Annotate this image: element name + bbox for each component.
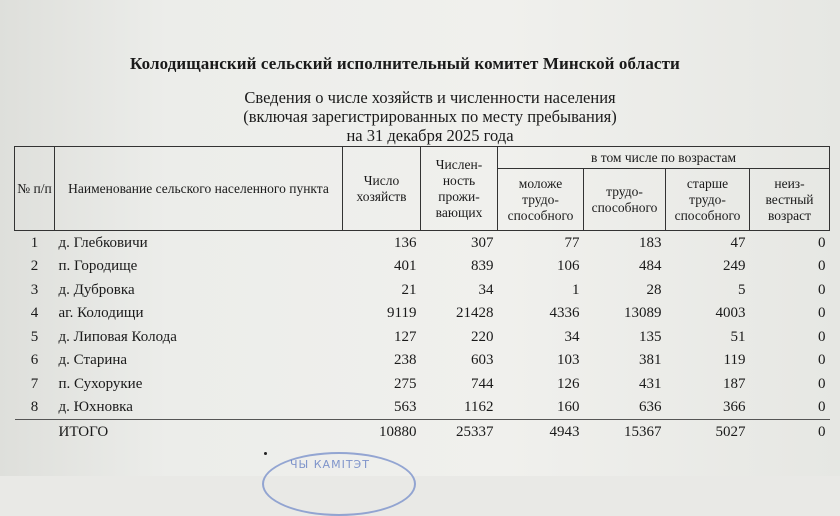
population-cell: 21428 [456,305,494,322]
table-row [15,255,830,279]
table-row [15,372,830,396]
unknown-cell: 0 [818,234,826,251]
report-subtitle: (включая зарегистрированных по месту пребывания) [243,107,617,126]
unknown-cell: 0 [818,258,826,275]
population-cell: 744 [471,375,494,392]
report-title: Сведения о числе хозяйств и численности населения [244,88,616,107]
row-number: 3 [30,281,39,298]
organization-title: Колодищанский сельский исполнительный комитет Минской области [130,54,680,73]
header-households: Число хозяйств [343,147,421,231]
settlement-name: п. Городище [58,258,138,275]
table-row [15,325,830,349]
total-label: ИТОГО [55,420,343,444]
older-cell: 51 [730,328,746,345]
households-cell: 127 [394,328,417,345]
total-population: 25337 [421,420,498,444]
unknown-cell: 0 [818,281,826,298]
households-cell: 9119 [387,305,417,322]
row-number: 2 [30,258,39,275]
header-unknown: неиз-вестный возраст [750,169,830,231]
working-cell: 135 [639,328,662,345]
households-cell: 238 [394,352,417,369]
younger-cell: 106 [557,258,580,275]
younger-cell: 1 [572,281,580,298]
households-cell: 275 [394,375,417,392]
younger-cell: 4336 [549,305,580,322]
table-row [15,396,830,420]
stamp-text: ЧЫ КАМІТЭТ [290,458,370,471]
older-cell: 249 [723,258,746,275]
working-cell: 183 [639,234,662,251]
working-cell: 636 [639,399,662,416]
population-cell: 307 [471,234,494,251]
settlement-name: д. Липовая Колода [58,328,177,345]
older-cell: 187 [723,375,746,392]
unknown-cell: 0 [818,305,826,322]
header-population: Числен-ность прожи-вающих [421,147,498,231]
households-cell: 401 [394,258,417,275]
working-cell: 484 [639,258,662,275]
header-number: № п/п [15,147,55,231]
working-cell: 13089 [624,305,662,322]
row-number: 7 [30,375,39,392]
table-row [15,302,830,326]
row-number: 5 [30,328,39,345]
header-working: трудо-способного [584,169,666,231]
younger-cell: 126 [557,375,580,392]
households-cell: 136 [394,234,417,251]
working-cell: 28 [646,281,662,298]
households-cell: 21 [401,281,417,298]
table-row [15,349,830,373]
settlement-name: п. Сухорукие [58,375,143,392]
header-younger: моложе трудо-способного [498,169,584,231]
unknown-cell: 0 [818,375,826,392]
row-number: 1 [30,234,39,251]
settlement-name: д. Глебковичи [58,234,148,251]
population-cell: 1162 [464,399,494,416]
unknown-cell: 0 [818,399,826,416]
total-younger: 4943 [498,420,584,444]
table-row [15,278,830,302]
row-number: 8 [30,399,39,416]
row-number: 4 [30,305,39,322]
table-body [15,231,830,420]
header-older: старше трудо-способного [666,169,750,231]
header-settlement-name: Наименование сельского населенного пункта [55,147,343,231]
total-households: 10880 [343,420,421,444]
working-cell: 381 [639,352,662,369]
older-cell: 366 [723,399,746,416]
total-unknown: 0 [750,420,830,444]
population-cell: 603 [471,352,494,369]
total-working: 15367 [584,420,666,444]
working-cell: 431 [639,375,662,392]
report-date: на 31 декабря 2025 года [346,126,514,145]
settlement-name: д. Старина [58,352,128,369]
population-cell: 839 [471,258,494,275]
settlement-name: аг. Колодищи [58,305,144,322]
population-cell: 220 [471,328,494,345]
settlement-name: д. Дубровка [58,281,135,298]
population-table [14,146,830,444]
households-cell: 563 [394,399,417,416]
table-row [15,231,830,255]
older-cell: 5 [738,281,746,298]
unknown-cell: 0 [818,328,826,345]
unknown-cell: 0 [818,352,826,369]
younger-cell: 103 [557,352,580,369]
row-number: 6 [30,352,39,369]
older-cell: 4003 [715,305,746,322]
total-older: 5027 [666,420,750,444]
younger-cell: 77 [564,234,580,251]
older-cell: 47 [730,234,746,251]
total-row [15,420,830,444]
header-age-groups: в том числе по возрастам [498,147,830,169]
older-cell: 119 [723,352,746,369]
population-cell: 34 [478,281,494,298]
younger-cell: 34 [564,328,580,345]
ink-dot [264,452,267,455]
settlement-name: д. Юхновка [58,399,133,416]
younger-cell: 160 [557,399,580,416]
